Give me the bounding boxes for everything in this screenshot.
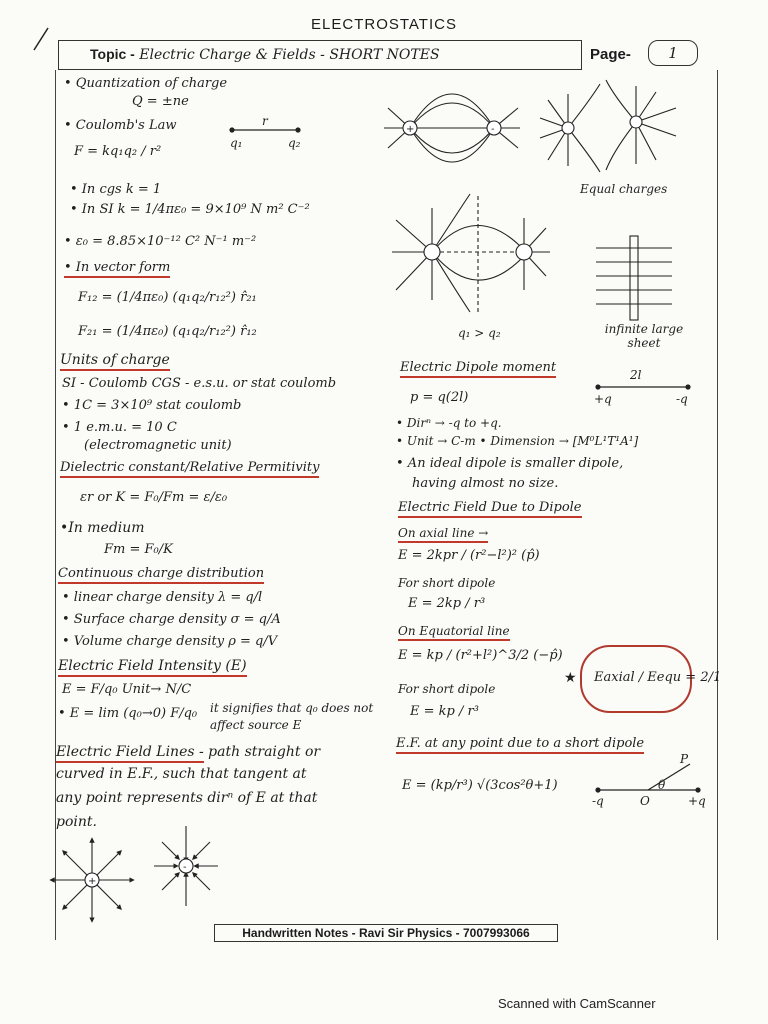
topic-title: Electric Charge & Fields - SHORT NOTES (139, 47, 440, 63)
q1-gt-q2-label: q₁ > q₂ (458, 326, 501, 340)
point-p-label: P (680, 752, 689, 766)
infinite-sheet-label: infinite large sheet (604, 322, 684, 350)
si-unit: SI - Coulomb CGS - e.s.u. or stat coulomb (62, 376, 337, 391)
efi-definition: E = F/q₀ Unit→ N/C (62, 682, 192, 697)
pen-mark (34, 28, 48, 50)
surface-density: • Surface charge density σ = q/A (62, 612, 281, 627)
short-dipole-1: For short dipole (398, 576, 496, 590)
scanner-watermark: Scanned with CamScanner (498, 996, 656, 1011)
dipole-minus-q-2: -q (592, 794, 604, 808)
any-point-formula: E = (kp/r³) √(3cos²θ+1) (402, 778, 558, 793)
coulomb-diagram (230, 128, 300, 132)
ideal-dipole-2: having almost no size. (412, 476, 559, 491)
ideal-dipole-1: • An ideal dipole is smaller dipole, (396, 456, 624, 471)
svg-text:-: - (183, 862, 187, 873)
dipole-moment-diagram (596, 385, 690, 389)
page-title: ELECTROSTATICS (311, 16, 457, 33)
svg-text:-: - (491, 124, 495, 135)
dipole-2l-label: 2l (630, 368, 642, 382)
equal-charges-label: Equal charges (580, 182, 668, 196)
equal-charges-diagram (540, 80, 676, 172)
topic-label: Topic - (90, 46, 135, 62)
theta-label: θ (658, 778, 666, 792)
coulomb-q2-label: q₂ (288, 136, 301, 150)
vector-form-heading: • In vector form (64, 260, 170, 278)
star-icon: ★ (564, 670, 577, 686)
dipole-direction: • Dirⁿ → -q to +q. (396, 416, 502, 430)
field-lines-heading: Electric Field Lines - (56, 744, 204, 763)
svg-text:+: + (406, 124, 415, 135)
origin-o-label: O (640, 794, 650, 808)
volume-density: • Volume charge density ρ = q/V (62, 634, 278, 649)
any-point-heading: E.F. at any point due to a short dipole (396, 736, 644, 754)
in-medium: •In medium (60, 520, 145, 536)
linear-density: • linear charge density λ = q/l (62, 590, 263, 605)
coulomb-r-label: r (262, 114, 268, 128)
unequal-charges-diagram (392, 194, 550, 312)
si-constant: • In SI k = 1/4πε₀ = 9×10⁹ N m² C⁻² (70, 202, 310, 217)
dipole-field-lines-diagram (384, 94, 520, 162)
continuous-heading: Continuous charge distribution (58, 566, 264, 584)
axial-formula: E = 2kpr / (r²−l²)² (p̂) (398, 548, 540, 563)
short-axial-formula: E = 2kp / r³ (408, 596, 486, 611)
cgs-constant: • In cgs k = 1 (70, 182, 162, 197)
efi-heading: Electric Field Intensity (E) (58, 658, 247, 677)
short-equatorial-formula: E = kp / r³ (410, 704, 479, 719)
efi-limit: • E = lim (q₀→0) F/q₀ (58, 706, 198, 721)
infinite-sheet-diagram (596, 236, 672, 320)
dipole-minus-q: -q (676, 392, 688, 406)
coulomb-heading: • Coulomb's Law (64, 118, 177, 133)
footer-credit: Handwritten Notes - Ravi Sir Physics - 7007993066 (242, 926, 530, 940)
short-dipole-2: For short dipole (398, 682, 496, 696)
equatorial-formula: E = kp / (r²+l²)^3/2 (−p̂) (398, 648, 563, 663)
efi-significance: it signifies that q₀ does not affect source E (210, 701, 374, 732)
field-dipole-heading: Electric Field Due to Dipole (398, 500, 582, 518)
quantization-heading: • Quantization of charge (64, 76, 228, 91)
field-lines-text-1: path straight or (208, 744, 321, 760)
field-lines-text-2: curved in E.F., such that tangent at (56, 766, 307, 782)
dipole-heading: Electric Dipole moment (400, 360, 556, 378)
any-point-diagram (596, 764, 700, 792)
epsilon-zero: • ε₀ = 8.85×10⁻¹² C² N⁻¹ m⁻² (64, 234, 257, 249)
page-label: Page- (590, 46, 631, 63)
field-lines-text-3: any point represents dirⁿ of E at that (56, 790, 318, 806)
page-number: 1 (648, 40, 698, 66)
axial-heading: On axial line → (398, 526, 488, 543)
field-lines-text-4: point. (56, 814, 97, 830)
f12-formula: F₁₂ = (1/4πε₀) (q₁q₂/r₁₂²) r̂₂₁ (78, 290, 257, 305)
dipole-plus-q: +q (594, 392, 612, 406)
dipole-plus-q-2: +q (688, 794, 706, 808)
coulomb-formula: F = kq₁q₂ / r² (74, 144, 162, 159)
f21-formula: F₂₁ = (1/4πε₀) (q₁q₂/r₁₂²) r̂₁₂ (78, 324, 257, 339)
coulomb-q1-label: q₁ (230, 136, 243, 150)
dielectric-formula: εr or K = F₀/Fm = ε/ε₀ (80, 490, 228, 505)
one-emu: • 1 e.m.u. = 10 C (62, 420, 177, 435)
fm-formula: Fm = F₀/K (104, 542, 173, 557)
emu-explanation: (electromagnetic unit) (84, 438, 232, 453)
point-charge-field-lines (52, 826, 218, 920)
dipole-moment-formula: p = q(2l) (410, 390, 469, 405)
svg-text:+: + (88, 876, 97, 887)
one-coulomb: • 1C = 3×10⁹ stat coulomb (62, 398, 242, 413)
dielectric-heading: Dielectric constant/Relative Permitivity (60, 460, 319, 478)
quantization-formula: Q = ±ne (132, 94, 189, 109)
ratio-formula: Eaxial / Eequ = 2/1 (594, 670, 722, 685)
units-heading: Units of charge (60, 352, 170, 371)
dipole-unit-dimension: • Unit → C-m • Dimension → [M⁰L¹T¹A¹] (396, 434, 639, 448)
equatorial-heading: On Equatorial line (398, 624, 510, 641)
